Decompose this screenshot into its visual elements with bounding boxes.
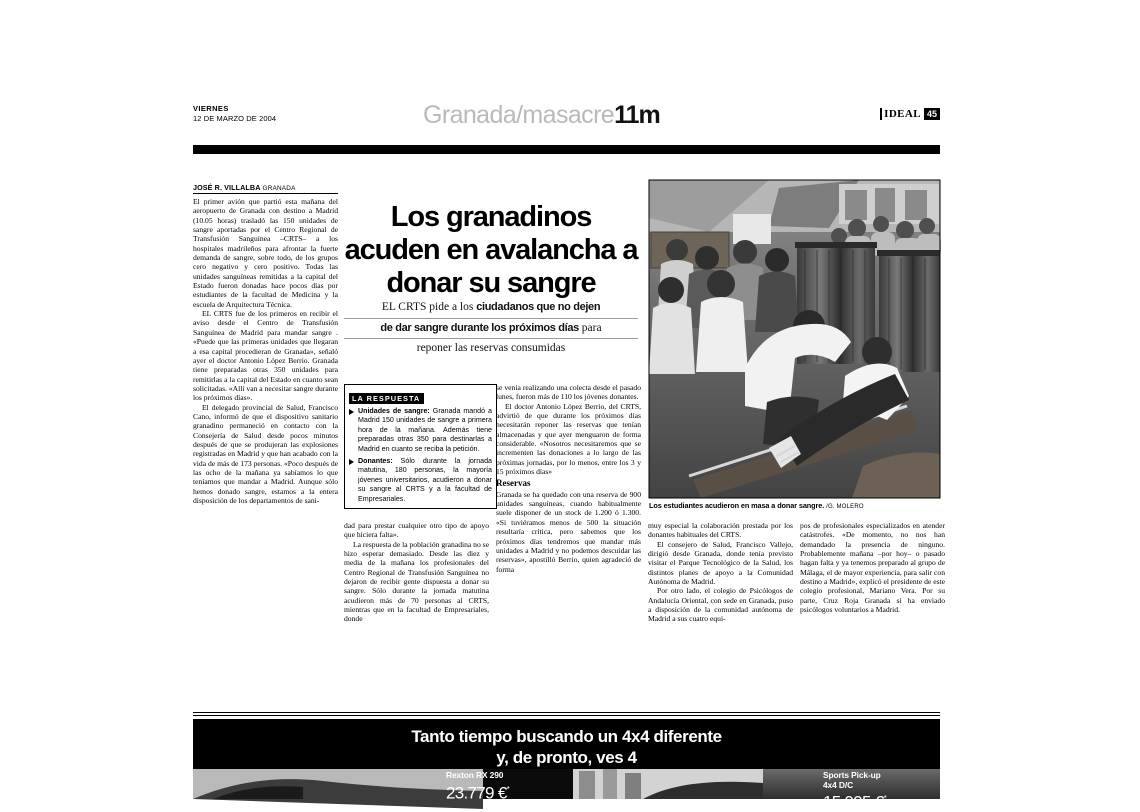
sidebar-box-la-respuesta [344,384,497,509]
sidebar-item-text: Granada mandó a Madrid 150 unidades de sangre a primera hora de la mañana. Además tiene preparadas otras 350 para destinarlas a Madrid en cuanto se reciba la petición. [358,407,493,453]
standfirst-2a: de dar sangre durante los próximos días [380,321,579,334]
standfirst-3: reponer las reservas consumidas [416,342,566,354]
photo-caption [649,501,940,510]
photo-caption-text: Los estudiantes acudieron en masa a donar sangre. [649,501,825,510]
ad-photo-1 [193,769,483,799]
byline-rule [193,193,338,194]
paragraph: El primer avión que partió esta mañana del aeropuerto de Granada con destino a Madrid (10.05 horas) trasladó las 150 unidades de sangre aportadas por el Centro Regional de Transfusión Sanguínea –CRTS– a los hospitales madrileños para afrontar la fuerte demanda de sangre, sobre todo, de los grupos cero negativo y cero positivo. Todas las unidades sanguíneas remitidas a la capital del Estado fueron donadas hace pocos días por estudiantes de la facultad de Medicina y la escuela de Arquitectura Técnica. [193,197,338,309]
sidebar-box-item [349,457,492,504]
article-column-4 [648,521,793,624]
paragraph: El doctor Antonio López Berrio, del CRTS, advirtió de que durante los próximos días necesitarán reponer las reservas que tenían almacenadas y que ayer menguaron de forma considerable. «Nosotros necesitaremos que se incrementen las donaciones a lo largo de las próximas jornadas, por lo menos, entre los 3 y 15 próximos días» [496,401,641,477]
paragraph: se venía realizando una colecta desde el pasado lunes, fueron más de 110 los jóvenes donantes. [496,383,641,402]
photo-illustration [649,180,940,498]
advertisement[interactable] [193,719,940,812]
paragraph: El consejero de Salud, Francisco Vallejo, dirigió desde Granada, donde tenía previsto visitar el Parque Tecnológico de la Salud, los distintos planes de apoyo a la Comunidad Autónoma de Madrid. [648,539,793,587]
ad-left-price-asterisk: * [506,784,509,794]
sidebar-item-label: Donantes: [358,457,393,466]
ad-headline-line-1: Tanto tiempo buscando un 4x4 diferente [411,727,722,746]
masthead-logo [880,107,940,120]
footer-rule-top [193,712,940,713]
paragraph: muy especial la colaboración prestada por los donantes habituales del CRTS. [648,521,793,540]
ad-right-price-asterisk: * [883,794,886,804]
standfirst-1c: ciudadanos que no dejen [476,301,601,313]
paragraph: El delegado provincial de Salud, Francisco Cano, informó de que el dispositivo sanitario granadino permaneció en contacto con la Consejería de Salud desde pocos minutos después de que se produjeran las explosiones registradas en Madrid y que han acabado con la vida de más de 173 personas. «Poco después de las ocho de la mañana ya sabíamos lo que teníamos que mandar a Madrid. Aunque sólo hemos donado sangre, estamos a la entera disposición de los departamentos de sani- [193,402,338,505]
byline-location: GRANADA [262,185,296,192]
ad-right-price [823,790,886,812]
header-rule [193,145,940,154]
ad-headline [193,726,940,768]
article-column-3 [496,383,641,574]
paragraph: EL CRTS fue de los primeros en recibir el aviso desde el Centro de Transfusión Sanguínea de Madrid para mandar sangre . «Puede que las primeras unidades que llegaran a esa capital procedieran de Granada», señaló ayer el doctor Antonio López Berrio. Granada tiene preparadas otras 350 unidades para remitirlas a la capital del Estado en cuanto sean solicitadas. «Allí van a necesitar sangre durante los próximos días». [193,309,338,403]
paragraph: Por otro lado, el colegio de Psicólogos de Andalucía Oriental, con sede en Granada, puso a disposición de la comunidad autónoma de Madrid a sus cuatro equi- [648,586,793,624]
standfirst-2b: para [578,321,602,334]
ad-vehicle-image-2 [573,769,763,799]
sidebar-box-item [349,407,492,454]
ad-right-model-line-2: 4x4 D/C [823,779,854,790]
ad-photo-2 [573,769,763,799]
section-title-gray: Granada/masacre [423,101,615,129]
page-header [193,101,940,146]
ad-right-model-line-1: Sports Pick-up [823,770,881,780]
article-column-2 [344,521,489,624]
sidebar-box-tag: LA RESPUESTA [349,393,424,404]
section-title-bold: 11m [614,101,660,129]
article-column-5 [800,521,945,614]
byline-author: JOSÉ R. VILLALBA [193,183,261,192]
article-column-1 [193,197,338,505]
section-subheading-reservas: Reservas [496,478,531,489]
page-number-badge: 45 [924,108,940,120]
ad-left-model: Rexton RX 290 [446,770,504,780]
article-photo [649,180,940,498]
article-headline: Los granadinos acuden en avalancha a donar su sangre [344,201,638,300]
ad-right-price-value: 15.995 € [823,792,884,812]
ad-left-price-value: 23.779 € [446,783,507,803]
standfirst-line-3 [344,339,638,358]
masthead-bar-icon [880,108,882,120]
standfirst-1a: EL CRTS [381,301,430,313]
ad-vehicle-image-1 [193,769,483,799]
ad-left-price [446,781,509,803]
header-date-block [193,104,276,124]
standfirst-line-1 [344,298,638,319]
photo-credit: /G. MOLERO [826,504,864,510]
header-weekday: VIERNES [193,104,229,113]
triangle-bullet-icon [349,459,354,465]
byline [193,183,338,192]
paragraph: dad para prestar cualquier otro tipo de apoyo que hiciera falta». [344,521,489,540]
triangle-bullet-icon [349,409,354,415]
article-standfirst [344,298,638,358]
ad-headline-line-2: y, de pronto, ves 4 [496,748,637,767]
sidebar-item-label: Unidades de sangre: [358,407,430,415]
standfirst-1b: pide a los [429,301,477,313]
header-date: 12 DE MARZO DE 2004 [193,114,277,124]
standfirst-line-2 [344,319,638,340]
paragraph: pos de profesionales especializados en atender catástrofes. «De momento, no nos han demandado la presencia de ninguno. Probablemente mañana –por hoy– o pasado hagan falta y ya tenemos preparado al grupo de Málaga, el de mayor experiencia, para salir con destino a Madrid», explicó el presidente de este colegio profesional, Mariano Vera. Por su parte, Cruz Roja Granada sí ha enviado psicólogos voluntarios a Madrid. [800,521,945,615]
ad-left-offer [446,771,509,802]
footer-rule-bottom [193,715,940,716]
paragraph: La respuesta de la población granadina no se hizo esperar demasiado. Desde las diez y media de la mañana los profesionales del Centro Regional de Transfusión Sanguínea no dejaron de recibir gente dispuesta a donar su sangre. Sólo durante la jornada matutina acudieron más de 70 personas al CRTS, mientras que en la facultad de Empresariales, donde [344,539,490,624]
ad-right-offer [823,771,886,812]
paragraph: Granada se ha quedado con una reserva de 900 unidades sanguíneas, cuando habitualmente suele disponer de un stock de 1.200 ó 1.300. «Si tuviéramos menos de 500 la situación resultaría crítica, pero sabemos que los próximos días tendremos que mandar más unidades a Madrid y no podemos descuidar las reservas», apostilló Berrio, quien agradeció de forma [496,489,641,574]
sidebar-item-text: Sólo durante la jornada matutina, 180 personas, la mayoría jóvenes universitarios, acudieron a donar su sangre al CRTS y a la facultad de Empresariales. [358,457,492,503]
section-title [423,101,660,130]
masthead-name: IDEAL [884,107,921,120]
